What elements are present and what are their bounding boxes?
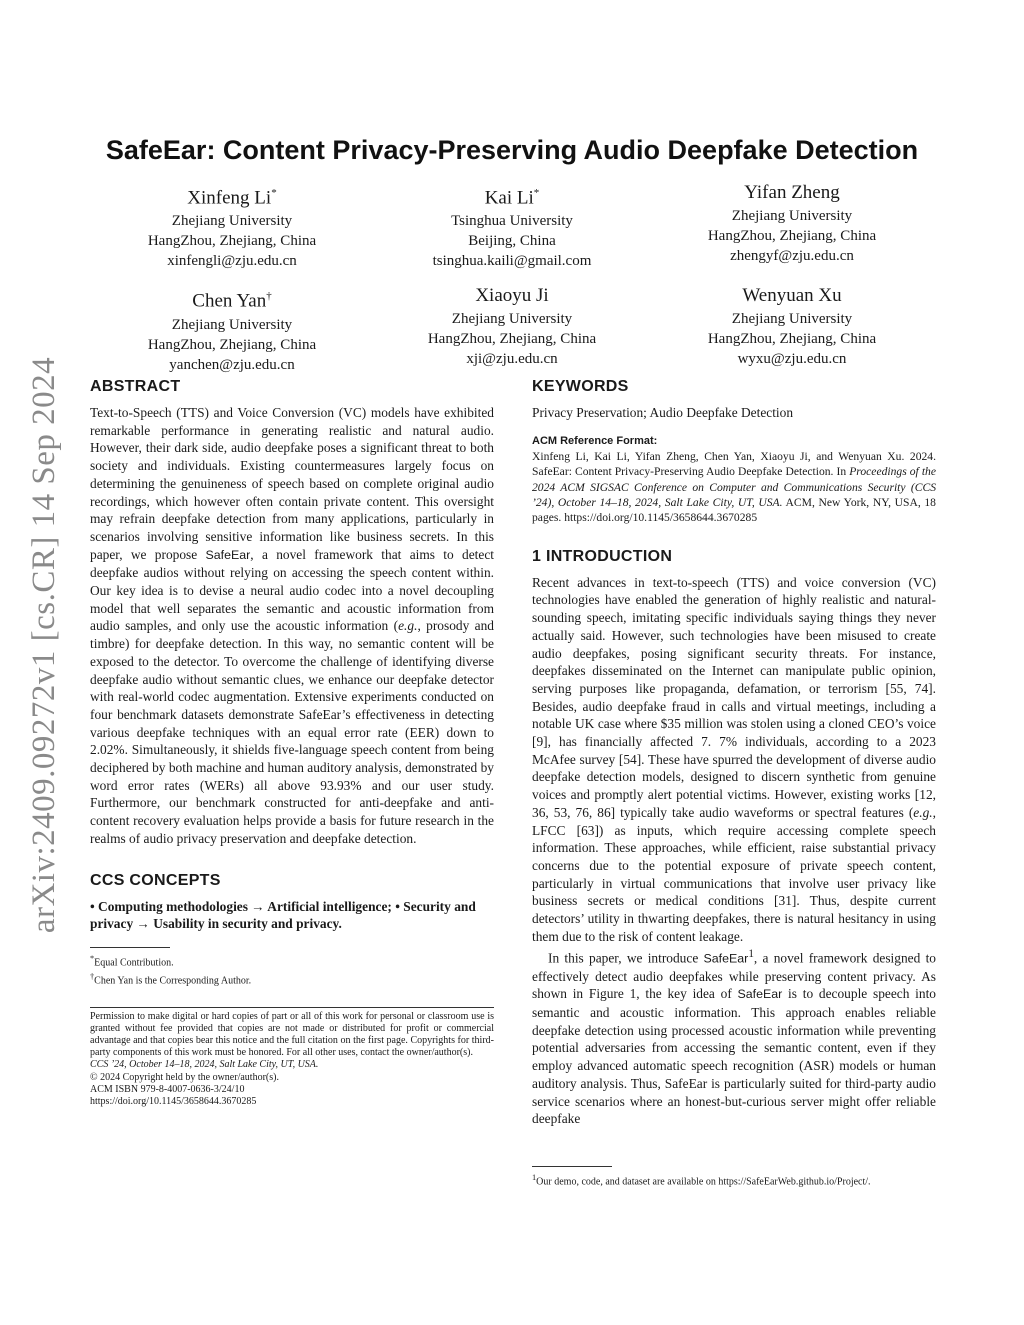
- author-location: Beijing, China: [468, 233, 556, 250]
- author-location: HangZhou, Zhejiang, China: [147, 233, 317, 250]
- arxiv-identifier: arXiv:2409.09272v1 [cs.CR] 14 Sep 2024: [26, 356, 62, 934]
- footnote-rule: [532, 1166, 612, 1167]
- keywords-heading: KEYWORDS: [532, 378, 629, 395]
- author-name: Yifan Zheng: [744, 182, 840, 203]
- permission-notice: Permission to make digital or hard copies of part or all of this work for personal or classroom use is granted without fee provided that copies are not made or distributed for profit or commercial advantage and that copies bear this notice and the full citation on the first page. Copyrights for third-party components of this work must be honored. For all other uses, contact the owner/author(s).: [90, 1010, 494, 1059]
- ccs-concepts: • Computing methodologies → Artificial intelligence; • Security and privacy → Usability in security and privacy.: [90, 898, 476, 932]
- author-affiliation: Zhejiang University: [451, 311, 573, 328]
- system-name: SafeEar: [205, 547, 251, 562]
- author: [92, 283, 372, 374]
- keywords-text: Privacy Preservation; Audio Deepfake Detection: [532, 405, 794, 420]
- footnote-mark: 1: [748, 947, 754, 960]
- author-name: Wenyuan Xu: [742, 285, 842, 307]
- author-location: HangZhou, Zhejiang, China: [707, 228, 877, 244]
- left-column: [90, 376, 494, 1108]
- author-email[interactable]: zhengyf@zju.edu.cn: [730, 248, 854, 264]
- author: [652, 283, 932, 374]
- right-column: [532, 376, 936, 1128]
- author: [372, 283, 652, 374]
- author-email[interactable]: xji@zju.edu.cn: [466, 351, 558, 368]
- author-affiliation: Tsinghua University: [451, 213, 573, 230]
- author-mark: *: [533, 187, 540, 199]
- author: [372, 180, 652, 271]
- footnote-equal: *Equal Contribution.: [90, 953, 174, 969]
- doi-link[interactable]: https://doi.org/10.1145/3658644.3670285: [90, 1096, 257, 1108]
- author: [92, 180, 372, 271]
- ccs-heading: CCS CONCEPTS: [90, 871, 221, 889]
- author-name: Chen Yan: [192, 290, 267, 312]
- author-location: HangZhou, Zhejiang, China: [427, 331, 597, 348]
- author-email[interactable]: yanchen@zju.edu.cn: [169, 356, 295, 373]
- author-location: HangZhou, Zhejiang, China: [147, 336, 317, 353]
- footnote-corresponding: †Chen Yan is the Corresponding Author.: [90, 972, 252, 987]
- author-affiliation: Zhejiang University: [171, 213, 293, 230]
- intro-paragraph-1: Recent advances in text-to-speech (TTS) and voice conversion (VC) technologies have enabled the generation of highly realistic and natural-sounding speech, imitating specific individuals saying things they never actually said. However, such technologies have been misused to create audio deepfakes, posing significant security threats. For instance, deepfakes disseminated on the Internet can manipulate public opinion, serving purposes like propaganda, defamation, or terrorism [55, 74]. Besides, audio deepfake fraud in calls and virtual meetings, including a notable UK case where $35 million was stolen using a cloned CEO’s voice [9], has financially affected 7. 7% individuals, according to a 2023 McAfee survey [54]. These have spurred the development of diverse audio deepfake detection models, designed to discern synthetic from genuine voices and promptly alert potential victims. However, existing works [12, 36, 53, 76, 86] typically take audio waveforms or spectral features (e.g., LFCC [63]) as inputs, which require accessing complete speech information. These approaches, while efficient, raise substantial privacy concerns due to the potential exposure of private speech content, particularly in virtual communications that involve user privacy like business secrets or medical conditions [31]. Thus, despite current detectors’ utility in thwarting deepfakes, there is natural hesitancy in using them due to the risk of content leakage.: [532, 574, 936, 944]
- acm-reference: Xinfeng Li, Kai Li, Yifan Zheng, Chen Yan, Xiaoyu Ji, and Wenyuan Xu. 2024. SafeEar: Content Privacy-Preserving Audio Deepfake Detection. In Proceedings of the 2024 ACM SIGSAC Conference on Computer and Communications Security (CCS ’24), October 14–18, 2024, Salt Lake City, UT, USA. ACM, New York, NY, USA, 18 pages. https://doi.org/10.1145/3658644.3670285: [532, 449, 936, 525]
- author-name: Xiaoyu Ji: [475, 285, 549, 307]
- intro-paragraph-2: In this paper, we introduce SafeEar$^1$, a novel framework designed to effectively detect audio deepfakes while preserving content privacy. As shown in Figure 1, the key idea of SafeEar is to decouple speech into semantic and acoustic information. This approach enables reliable deepfake detection using processed acoustic information while preventing potential adversaries from accessing the semantic content, even if they employ advanced automatic speech recognition (ASR) models or human auditory analysis. Thus, SafeEar is particularly suited for third-party audio service scenarios where an honest-but-curious server might offer reliable deepfake: [532, 947, 936, 1127]
- footnote-rule: [90, 947, 170, 948]
- paper-title: SafeEar: Content Privacy-Preserving Audio Deepfake Detection: [105, 135, 919, 165]
- author-email[interactable]: xinfengli@zju.edu.cn: [167, 253, 297, 270]
- abstract-text: Text-to-Speech (TTS) and Voice Conversion (VC) models have exhibited remarkable performance in generating realistic and natural audio. However, their dark side, audio deepfake poses a significant threat to both society and individuals. Existing countermeasures largely focus on determining the genuineness of speech based on complete original audio recordings, which however often contain private content. This oversight may refrain deepfake detection from many applications, particularly in scenarios involving sensitive information like business secrets. In this paper, we propose SafeEar, a novel framework that aims to detect deepfake audios without relying on accessing the speech content within. Our key idea is to devise a neural audio codec into a novel decoupling model that well separates the semantic and acoustic information from audio samples, and only use the acoustic information (e.g., prosody and timbre) for deepfake detection. In this way, no semantic content will be exposed to the detector. To overcome the challenge of identifying diverse deepfake audio without semantic clues, we enhance our deepfake detector with real-world codec augmentation. Extensive experiments conducted on four benchmark datasets demonstrate SafeEar’s effectiveness in detecting various deepfake techniques with an equal error rate (EER) down to 2.02%. Simultaneously, it shields five-language speech content from being deciphered by both machine and human auditory analysis, demonstrated by word error rates (WERs) all above 93.93% and our user study. Furthermore, our benchmark constructed for anti-deepfake and anti-content recovery evaluation helps provide a basis for future research in the realms of audio privacy preservation and deepfake detection.: [90, 405, 495, 846]
- acm-ref-heading: ACM Reference Format:: [532, 434, 658, 447]
- permission-rule: [90, 1007, 494, 1008]
- copyright: © 2024 Copyright held by the owner/author(s).: [90, 1071, 279, 1083]
- author-email[interactable]: tsinghua.kaili@gmail.com: [432, 253, 592, 270]
- system-name: SafeEar: [703, 950, 749, 965]
- author-affiliation: Zhejiang University: [171, 316, 293, 333]
- author-affiliation: Zhejiang University: [731, 208, 853, 224]
- author-name: Kai Li: [484, 187, 534, 209]
- author-mark: †: [266, 290, 272, 303]
- system-name: SafeEar: [737, 987, 783, 1002]
- author-mark: *: [271, 187, 277, 199]
- footnote-demo: $^1$Our demo, code, and dataset are available on https://SafeEarWeb.github.io/Project/.: [532, 1173, 871, 1188]
- isbn: ACM ISBN 979-8-4007-0636-3/24/10: [90, 1083, 245, 1095]
- author-block: [92, 180, 932, 375]
- venue: CCS ’24, October 14–18, 2024, Salt Lake City, UT, USA.: [90, 1059, 319, 1071]
- right-footnote: [532, 1166, 936, 1189]
- author-email[interactable]: wyxu@zju.edu.cn: [737, 351, 847, 368]
- author: [652, 180, 932, 271]
- introduction-heading: 1 INTRODUCTION: [532, 547, 673, 565]
- author-location: HangZhou, Zhejiang, China: [707, 331, 877, 348]
- abstract-heading: ABSTRACT: [90, 378, 181, 395]
- author-name: Xinfeng Li: [187, 187, 272, 209]
- author-affiliation: Zhejiang University: [731, 311, 853, 328]
